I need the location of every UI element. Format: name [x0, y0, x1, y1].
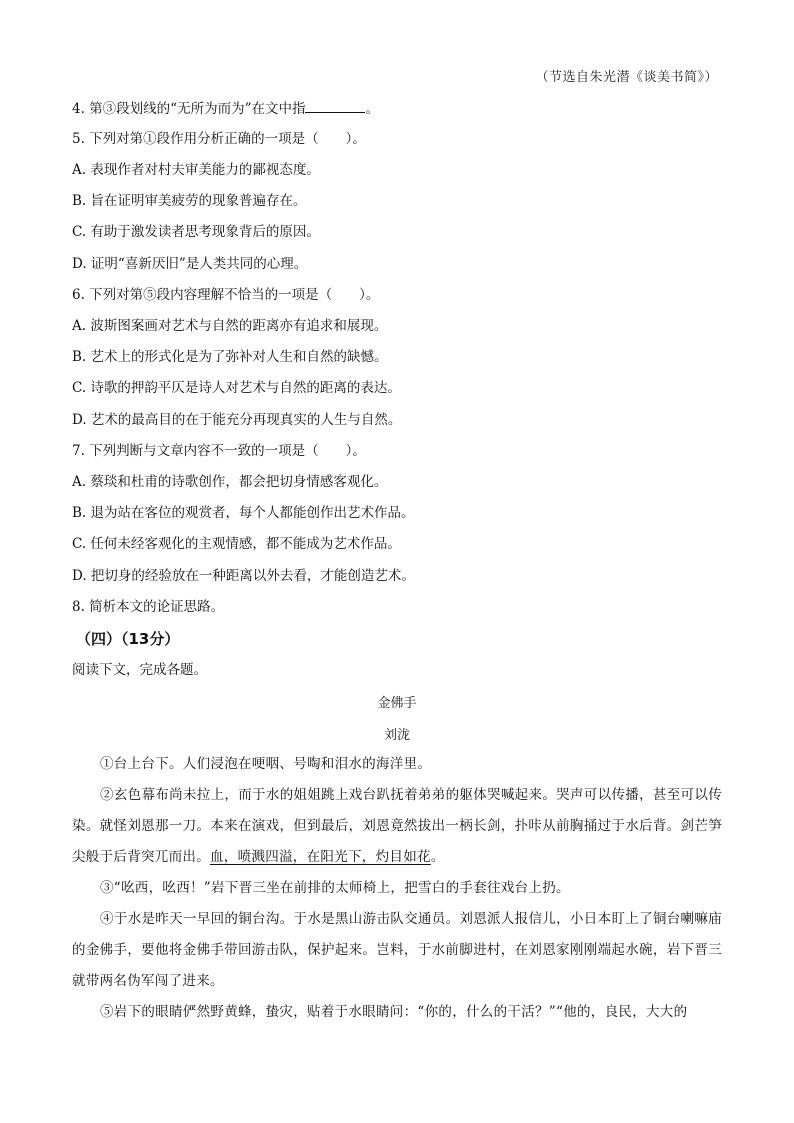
option-6c: C. 诗歌的押韵平仄是诗人对艺术与自然的距离的表达。	[72, 380, 401, 396]
option-6b: B. 艺术上的形式化是为了弥补对人生和自然的缺憾。	[72, 349, 388, 365]
question-8: 8. 简析本文的论证思路。	[72, 599, 225, 615]
answer-blank[interactable]	[305, 98, 365, 113]
option-7d: D. 把切身的经验放在一种距离以外去看，才能创造艺术。	[72, 568, 415, 584]
paragraph-1: ①台上台下。人们浸泡在哽咽、号啕和泪水的海洋里。	[100, 756, 432, 772]
story-title: 金佛手	[377, 696, 417, 711]
paragraph-2-end: 。	[430, 849, 445, 865]
option-7a: A. 蔡琰和杜甫的诗歌创作，都会把切身情感客观化。	[72, 474, 388, 490]
question-5: 5. 下列对第①段作用分析正确的一项是（ ）。	[72, 131, 366, 147]
paragraph-3: ③“吆西，吆西！”岩下晋三坐在前排的太师椅上，把雪白的手套往戏台上扔。	[100, 880, 570, 896]
question-6: 6. 下列对第⑤段内容理解不恰当的一项是（ ）。	[72, 287, 380, 303]
option-7c: C. 任何未经客观化的主观情感，都不能成为艺术作品。	[72, 536, 401, 552]
option-6d: D. 艺术的最高目的在于能充分再现真实的人生与自然。	[72, 412, 402, 428]
option-5d: D. 证明“喜新厌旧”是人类共同的心理。	[72, 256, 308, 272]
option-7b: B. 退为站在客位的观赏者，每个人都能创作出艺术作品。	[72, 505, 415, 521]
option-6a: A. 波斯图案画对艺术与自然的距离亦有追求和展现。	[72, 318, 388, 334]
question-7: 7. 下列判断与文章内容不一致的一项是（ ）。	[72, 443, 366, 459]
option-5a: A. 表现作者对村夫审美能力的鄙视态度。	[72, 162, 320, 178]
paragraph-4: ④于水是昨天一早回的铜台沟。于水是黑山游击队交通员。刘恩派人报信儿，小日本盯上了铜台喇嘛庙的金佛手，要他将金佛手带回游击队，保护起来。岂料，于水前脚进村，在刘恩家刚刚端起水碗，岩下晋三就带两名伪军闯了进来。	[72, 911, 722, 989]
paragraph-2-text: ②玄色幕布尚未拉上，而于水的姐姐跳上戏台趴抚着弟弟的躯体哭喊起来。哭声可以传播，甚至可以传染。就怪刘恩那一刀。本来在演戏，但到最后，刘恩竟然拔出一柄长剑，扑咔从前胸捅过于水后背。剑芒笋尖般于后背突兀而出。	[72, 787, 722, 865]
reading-instruction: 阅读下文，完成各题。	[72, 662, 207, 678]
underlined-sentence: 血，喷溅四溢，在阳光下，灼目如花	[210, 849, 431, 865]
section-title: （四）（13分）	[76, 630, 180, 648]
question-4-end: 。	[365, 101, 379, 117]
story-author: 刘泷	[383, 728, 410, 743]
option-5b: B. 旨在证明审美疲劳的现象普遍存在。	[72, 193, 307, 209]
question-4	[72, 98, 379, 119]
paragraph-2	[72, 780, 722, 873]
question-4-text: 4. 第③段划线的“无所为而为”在文中指	[72, 101, 306, 117]
option-5c: C. 有助于激发读者思考现象背后的原因。	[72, 224, 320, 240]
source-citation: （节选自朱光潜《谈美书简》）	[535, 70, 718, 85]
paragraph-5: ⑤岩下的眼睛俨然野黄蜂，蛰灾，贴着于水眼睛问：“你的，什么的干活？”“他的，良民，大大的	[100, 1004, 688, 1020]
